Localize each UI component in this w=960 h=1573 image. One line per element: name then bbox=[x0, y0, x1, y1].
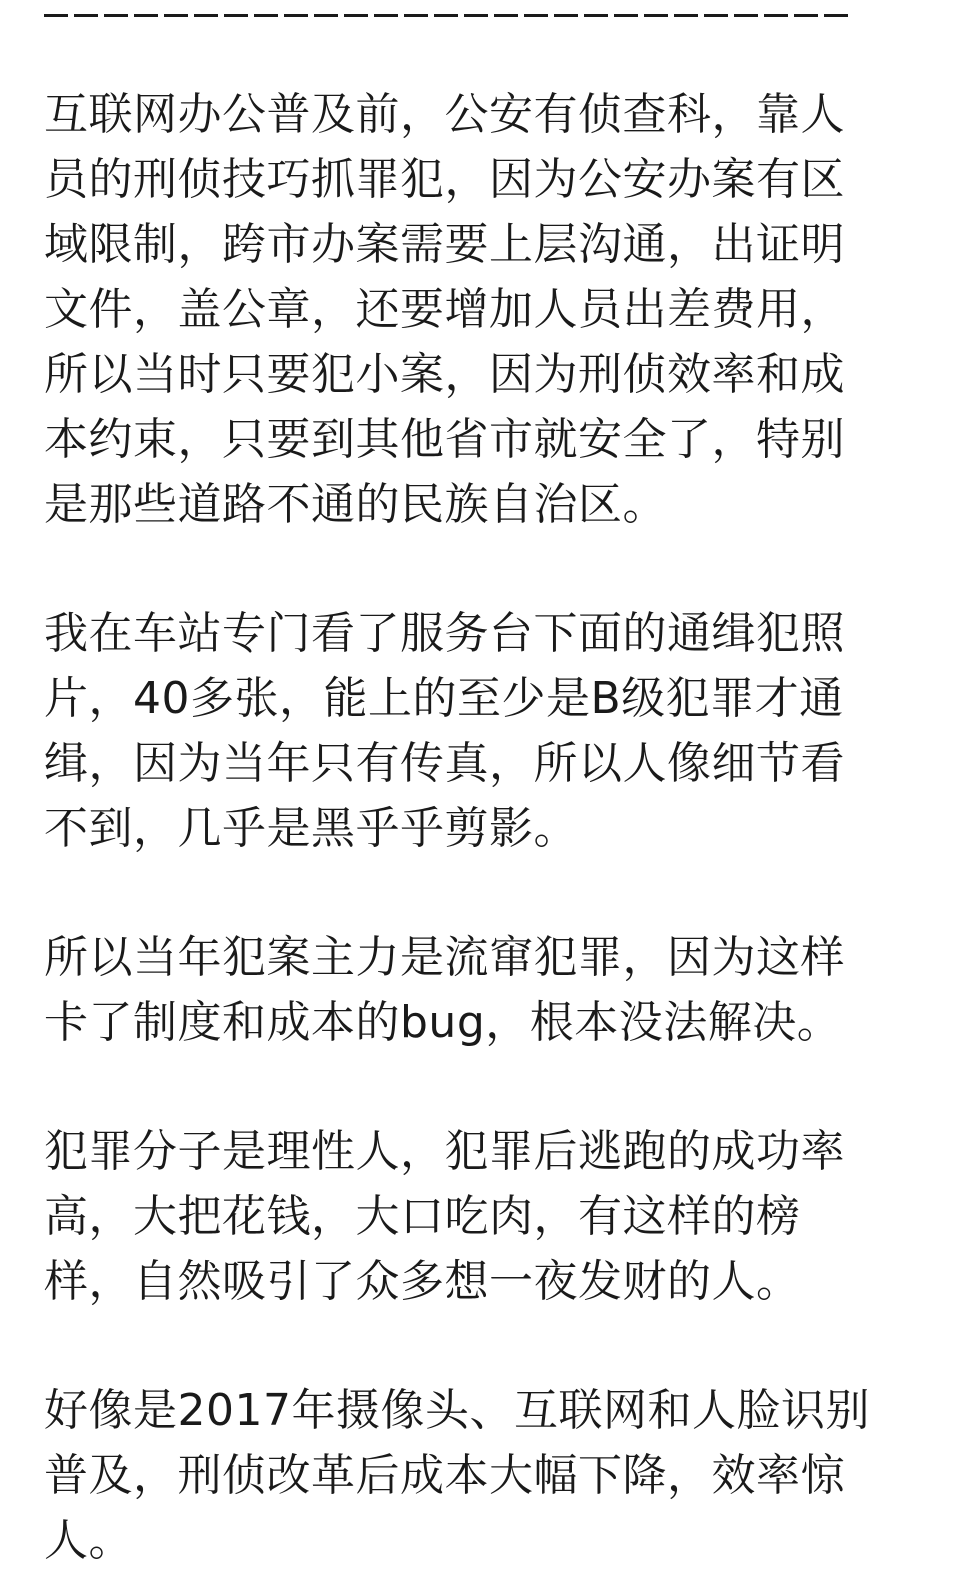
section-divider bbox=[44, 0, 854, 24]
post-body bbox=[44, 82, 894, 1573]
divider-dash-line bbox=[44, 14, 850, 17]
post-paragraph-2: 我在车站专门看了服务台下面的通缉犯照片，40多张，能上的至少是B级犯罪才通缉，因为当年只有传真，所以人像细节看不到，几乎是黑乎乎剪影。 bbox=[44, 608, 845, 854]
post-paragraph-1: 互联网办公普及前，公安有侦查科，靠人员的刑侦技巧抓罪犯，因为公安办案有区域限制，跨市办案需要上层沟通，出证明文件，盖公章，还要增加人员出差费用，所以当时只要犯小案，因为刑侦效率和成本约束，只要到其他省市就安全了，特别是那些道路不通的民族自治区。 bbox=[44, 89, 845, 530]
post-paragraph-4: 犯罪分子是理性人，犯罪后逃跑的成功率高，大把花钱，大口吃肉，有这样的榜样，自然吸引了众多想一夜发财的人。 bbox=[44, 1126, 845, 1307]
post-paragraph-3: 所以当年犯案主力是流窜犯罪，因为这样卡了制度和成本的bug，根本没法解决。 bbox=[44, 932, 845, 1048]
post-paragraph-5: 好像是2017年摄像头、互联网和人脸识别普及，刑侦改革后成本大幅下降，效率惊人。 bbox=[44, 1385, 870, 1566]
